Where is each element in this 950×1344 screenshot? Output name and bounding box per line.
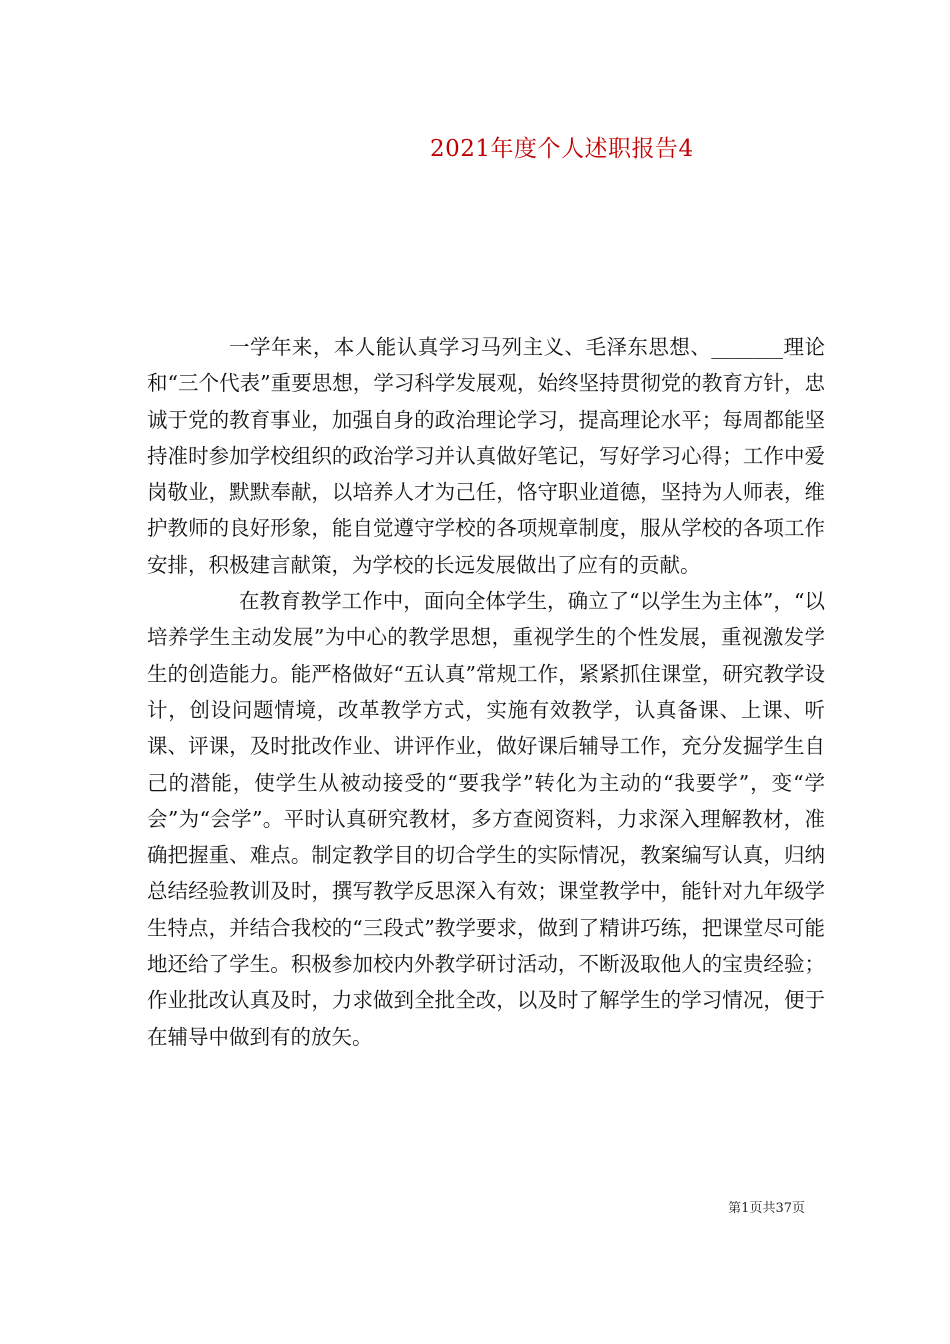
- document-title: 2021年度个人述职报告4: [430, 136, 694, 162]
- page-number: 第1页共37页: [728, 1201, 805, 1216]
- document-body: [147, 329, 825, 1055]
- body-paragraph-1: 一学年来，本人能认真学习马列主义、毛泽东思想、_______理论和“三个代表”重要思想，学习科学发展观，始终坚持贯彻党的教育方针，忠诚于党的教育事业，加强自身的政治理论学习，提高理论水平；每周都能坚持准时参加学校组织的政治学习并认真做好笔记，写好学习心得；工作中爱岗敬业，默默奉献，以培养人才为己任，恪守职业道德，坚持为人师表，维护教师的良好形象，能自觉遵守学校的各项规章制度，服从学校的各项工作安排，积极建言献策，为学校的长远发展做出了应有的贡献。: [147, 335, 825, 577]
- body-paragraph-2: 在教育教学工作中，面向全体学生，确立了“以学生为主体”，“以培养学生主动发展”为中心的教学思想，重视学生的个性发展，重视激发学生的创造能力。能严格做好“五认真”常规工作，紧紧抓住课堂，研究教学设计，创设问题情境，改革教学方式，实施有效教学，认真备课、上课、听课、评课，及时批改作业、讲评作业，做好课后辅导工作，充分发掘学生自己的潜能，使学生从被动接受的“要我学”转化为主动的“我要学”，变“学会”为“会学”。平时认真研究教材，多方查阅资料，力求深入理解教材，准确把握重、难点。制定教学目的切合学生的实际情况，教案编写认真，归纳总结经验教训及时，撰写教学反思深入有效；课堂教学中，能针对九年级学生特点，并结合我校的“三段式”教学要求，做到了精讲巧练，把课堂尽可能地还给了学生。积极参加校内外教学研讨活动，不断汲取他人的宝贵经验；作业批改认真及时，力求做到全批全改，以及时了解学生的学习情况，便于在辅导中做到有的放矢。: [147, 589, 825, 1049]
